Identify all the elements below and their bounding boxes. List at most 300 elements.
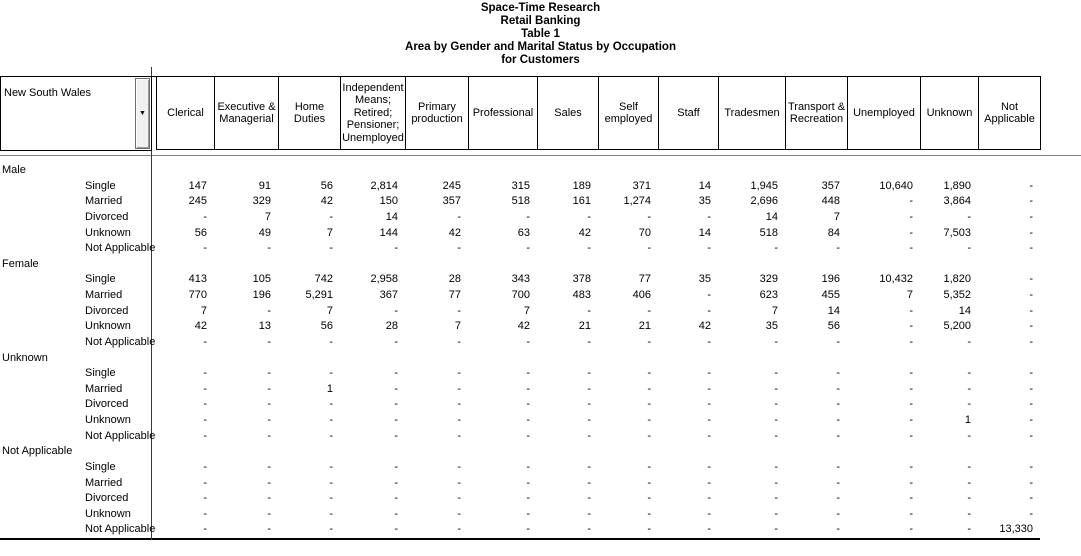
row-label: Not Applicable xyxy=(85,523,156,536)
data-cell: - xyxy=(836,382,840,395)
group-label-row xyxy=(0,444,1081,460)
title-line-2: Retail Banking xyxy=(500,15,581,27)
data-cell: - xyxy=(909,476,913,489)
data-cell: - xyxy=(267,398,271,411)
row-label: Married xyxy=(85,476,123,489)
data-cell: - xyxy=(457,492,461,505)
data-cell: - xyxy=(526,242,530,255)
column-header: Home Duties xyxy=(278,76,341,150)
data-cell: - xyxy=(836,335,840,348)
data-cell: - xyxy=(909,429,913,442)
data-cell: - xyxy=(774,492,778,505)
data-cell: - xyxy=(774,460,778,473)
data-row xyxy=(0,366,1081,382)
data-cell: - xyxy=(329,367,333,380)
data-cell: - xyxy=(457,460,461,473)
data-cell: - xyxy=(267,460,271,473)
data-cell: - xyxy=(774,476,778,489)
data-cell: 42 xyxy=(578,226,591,239)
data-cell: - xyxy=(1029,226,1033,239)
data-cell: - xyxy=(774,335,778,348)
data-cell: - xyxy=(329,335,333,348)
data-cell: - xyxy=(967,507,971,520)
data-row xyxy=(0,241,1081,257)
data-cell: 770 xyxy=(188,289,207,301)
data-cell: - xyxy=(457,210,461,223)
data-cell: - xyxy=(457,242,461,255)
data-cell: - xyxy=(587,414,591,426)
data-cell: - xyxy=(267,367,271,380)
data-cell: - xyxy=(1029,367,1033,380)
data-cell: 196 xyxy=(821,273,840,286)
data-cell: - xyxy=(909,320,913,333)
data-cell: - xyxy=(329,460,333,473)
data-cell: 367 xyxy=(379,289,398,301)
data-cell: - xyxy=(1029,195,1033,208)
data-cell: 35 xyxy=(698,195,711,208)
data-cell: - xyxy=(774,398,778,411)
data-cell: - xyxy=(329,507,333,520)
data-cell: - xyxy=(329,492,333,505)
area-dropdown-button[interactable] xyxy=(135,78,150,149)
data-cell: 378 xyxy=(572,273,591,286)
data-cell: - xyxy=(836,476,840,489)
column-header: Clerical xyxy=(156,76,215,150)
data-cell: - xyxy=(526,460,530,473)
data-cell: 3,864 xyxy=(943,195,971,208)
data-cell: 329 xyxy=(252,195,271,208)
column-header: Independent Means; Retired; Pensioner; Unemployed xyxy=(340,76,406,150)
data-row xyxy=(0,319,1081,335)
data-cell: 77 xyxy=(638,273,651,286)
data-cell: 7 xyxy=(771,304,778,317)
data-cell: - xyxy=(707,335,711,348)
data-row xyxy=(0,179,1081,195)
data-cell: - xyxy=(203,398,207,411)
data-cell: - xyxy=(707,210,711,223)
column-header: Staff xyxy=(658,76,719,150)
data-cell: 21 xyxy=(638,320,651,333)
data-cell: - xyxy=(909,367,913,380)
data-cell: - xyxy=(1029,507,1033,520)
data-cell: 35 xyxy=(698,273,711,286)
data-cell: - xyxy=(526,476,530,489)
data-cell: - xyxy=(394,476,398,489)
data-cell: - xyxy=(587,476,591,489)
data-cell: 14 xyxy=(827,304,840,317)
data-cell: - xyxy=(774,523,778,536)
data-cell: - xyxy=(836,367,840,380)
data-cell: - xyxy=(707,429,711,442)
data-cell: 56 xyxy=(827,320,840,333)
data-cell: 7,503 xyxy=(943,226,971,239)
data-cell: - xyxy=(836,507,840,520)
data-cell: - xyxy=(836,492,840,505)
data-cell: - xyxy=(394,414,398,426)
data-cell: 7 xyxy=(454,320,461,333)
data-cell: - xyxy=(774,382,778,395)
title-line-5: for Customers xyxy=(501,54,580,66)
row-label: Divorced xyxy=(85,210,129,223)
data-cell: 70 xyxy=(638,226,651,239)
column-header: Unemployed xyxy=(847,76,921,150)
column-header: Not Applicable xyxy=(978,76,1041,150)
data-cell: - xyxy=(967,367,971,380)
data-cell: - xyxy=(909,507,913,520)
data-cell: - xyxy=(909,226,913,239)
data-cell: - xyxy=(587,304,591,317)
data-cell: - xyxy=(774,242,778,255)
data-cell: - xyxy=(1029,398,1033,411)
data-cell: - xyxy=(774,429,778,442)
data-cell: - xyxy=(707,523,711,536)
data-cell: - xyxy=(587,210,591,223)
data-cell: - xyxy=(587,367,591,380)
column-header: Sales xyxy=(537,76,599,150)
data-cell: 189 xyxy=(572,179,591,192)
data-cell: - xyxy=(967,210,971,223)
data-cell: - xyxy=(267,382,271,395)
data-cell: - xyxy=(647,304,651,317)
data-cell: - xyxy=(647,367,651,380)
data-cell: - xyxy=(1029,382,1033,395)
data-cell: - xyxy=(203,242,207,255)
data-cell: 7 xyxy=(906,289,913,301)
row-label: Female xyxy=(2,257,39,270)
data-cell: 91 xyxy=(258,179,271,192)
data-cell: - xyxy=(203,382,207,395)
data-cell: 161 xyxy=(572,195,591,208)
data-cell: 7 xyxy=(523,304,530,317)
row-label: Married xyxy=(85,289,123,301)
data-row xyxy=(0,226,1081,242)
data-cell: - xyxy=(647,414,651,426)
column-header: Tradesmen xyxy=(718,76,786,150)
data-cell: - xyxy=(457,367,461,380)
data-cell: - xyxy=(707,414,711,426)
data-cell: - xyxy=(707,492,711,505)
data-cell: - xyxy=(457,335,461,348)
title-line-3: Table 1 xyxy=(521,28,560,40)
data-cell: - xyxy=(267,242,271,255)
data-cell: 105 xyxy=(252,273,271,286)
data-cell: 315 xyxy=(511,179,530,192)
row-label: Unknown xyxy=(85,414,131,426)
data-cell: - xyxy=(909,523,913,536)
data-cell: - xyxy=(909,414,913,426)
data-cell: - xyxy=(647,335,651,348)
data-cell: 742 xyxy=(314,273,333,286)
data-cell: - xyxy=(329,429,333,442)
data-row xyxy=(0,397,1081,413)
data-cell: 13 xyxy=(258,320,271,333)
data-cell: - xyxy=(267,492,271,505)
data-row xyxy=(0,476,1081,492)
data-cell: 7 xyxy=(326,304,333,317)
data-cell: - xyxy=(203,367,207,380)
data-cell: - xyxy=(707,367,711,380)
data-cell: - xyxy=(587,335,591,348)
data-cell: - xyxy=(394,242,398,255)
data-cell: 14 xyxy=(958,304,971,317)
data-cell: - xyxy=(909,492,913,505)
data-cell: - xyxy=(707,289,711,301)
data-cell: - xyxy=(836,398,840,411)
data-cell: - xyxy=(647,507,651,520)
data-cell: - xyxy=(394,460,398,473)
data-cell: - xyxy=(707,507,711,520)
data-row xyxy=(0,491,1081,507)
chevron-down-icon: ▼ xyxy=(139,110,146,117)
data-cell: 7 xyxy=(264,210,271,223)
data-cell: - xyxy=(967,398,971,411)
data-cell: - xyxy=(457,476,461,489)
data-cell: - xyxy=(329,210,333,223)
data-cell: - xyxy=(967,523,971,536)
data-cell: 28 xyxy=(448,273,461,286)
row-label: Single xyxy=(85,273,116,286)
data-cell: - xyxy=(587,429,591,442)
data-cell: - xyxy=(1029,335,1033,348)
data-cell: 35 xyxy=(765,320,778,333)
data-cell: - xyxy=(967,476,971,489)
data-row xyxy=(0,413,1081,429)
row-label: Divorced xyxy=(85,304,129,317)
row-label: Divorced xyxy=(85,398,129,411)
data-cell: - xyxy=(774,414,778,426)
data-cell: 518 xyxy=(759,226,778,239)
data-cell: 42 xyxy=(320,195,333,208)
data-cell: - xyxy=(526,367,530,380)
data-cell: - xyxy=(647,460,651,473)
data-cell: - xyxy=(774,507,778,520)
data-cell: - xyxy=(394,335,398,348)
column-header: Transport & Recreation xyxy=(785,76,848,150)
area-selector-value: New South Wales xyxy=(4,87,92,99)
report-title-block xyxy=(0,2,1081,67)
data-cell: 49 xyxy=(258,226,271,239)
data-cell: 56 xyxy=(194,226,207,239)
column-header: Self employed xyxy=(598,76,659,150)
data-cell: - xyxy=(203,507,207,520)
data-cell: - xyxy=(526,398,530,411)
data-cell: - xyxy=(1029,273,1033,286)
data-cell: - xyxy=(457,382,461,395)
data-cell: 371 xyxy=(632,179,651,192)
row-label: Married xyxy=(85,382,123,395)
data-cell: - xyxy=(267,414,271,426)
row-label: Single xyxy=(85,179,116,192)
data-cell: - xyxy=(836,414,840,426)
data-cell: - xyxy=(836,242,840,255)
data-cell: 14 xyxy=(698,179,711,192)
data-cell: - xyxy=(967,492,971,505)
data-cell: - xyxy=(909,242,913,255)
data-cell: - xyxy=(267,507,271,520)
data-cell: - xyxy=(909,382,913,395)
data-cell: 147 xyxy=(188,179,207,192)
data-cell: - xyxy=(909,335,913,348)
data-cell: 84 xyxy=(827,226,840,239)
data-cell: - xyxy=(394,507,398,520)
data-cell: - xyxy=(267,304,271,317)
data-cell: - xyxy=(526,382,530,395)
data-cell: - xyxy=(526,507,530,520)
data-cell: 7 xyxy=(200,304,207,317)
data-row xyxy=(0,304,1081,320)
data-cell: - xyxy=(707,382,711,395)
data-row xyxy=(0,522,1081,538)
data-cell: 2,696 xyxy=(750,195,778,208)
column-header: Primary production xyxy=(405,76,469,150)
row-label: Unknown xyxy=(85,507,131,520)
table-body xyxy=(0,163,1081,538)
data-cell: - xyxy=(394,382,398,395)
data-cell: - xyxy=(526,523,530,536)
data-cell: 56 xyxy=(320,320,333,333)
data-cell: - xyxy=(394,492,398,505)
data-cell: - xyxy=(203,335,207,348)
data-cell: - xyxy=(647,476,651,489)
data-cell: - xyxy=(526,414,530,426)
data-cell: 357 xyxy=(442,195,461,208)
data-cell: 10,432 xyxy=(879,273,913,286)
data-cell: - xyxy=(587,492,591,505)
data-cell: - xyxy=(203,492,207,505)
row-label: Single xyxy=(85,460,116,473)
column-header: Professional xyxy=(468,76,538,150)
data-cell: 21 xyxy=(578,320,591,333)
data-cell: - xyxy=(457,507,461,520)
data-cell: 406 xyxy=(632,289,651,301)
data-cell: - xyxy=(707,460,711,473)
data-cell: - xyxy=(203,429,207,442)
title-line-1: Space-Time Research xyxy=(480,2,601,14)
row-label: Not Applicable xyxy=(85,429,156,442)
header-bottom-rule xyxy=(0,155,1081,156)
data-cell: 518 xyxy=(511,195,530,208)
data-cell: - xyxy=(329,523,333,536)
row-label: Unknown xyxy=(85,320,131,333)
data-cell: - xyxy=(774,367,778,380)
data-cell: - xyxy=(1029,242,1033,255)
data-cell: 42 xyxy=(194,320,207,333)
row-label: Not Applicable xyxy=(85,335,156,348)
data-row xyxy=(0,335,1081,351)
data-cell: - xyxy=(647,523,651,536)
area-selector[interactable] xyxy=(0,76,152,151)
column-header: Executive & Managerial xyxy=(214,76,279,150)
data-cell: - xyxy=(203,460,207,473)
data-cell: - xyxy=(836,523,840,536)
data-cell: - xyxy=(1029,414,1033,426)
data-cell: 483 xyxy=(572,289,591,301)
data-cell: - xyxy=(1029,492,1033,505)
data-cell: - xyxy=(587,382,591,395)
data-cell: - xyxy=(526,335,530,348)
data-row xyxy=(0,460,1081,476)
data-cell: 63 xyxy=(517,226,530,239)
data-cell: 56 xyxy=(320,179,333,192)
data-cell: - xyxy=(707,398,711,411)
data-cell: 700 xyxy=(511,289,530,301)
data-cell: - xyxy=(587,398,591,411)
data-row xyxy=(0,272,1081,288)
data-cell: 2,958 xyxy=(370,273,398,286)
data-cell: - xyxy=(909,210,913,223)
data-row xyxy=(0,382,1081,398)
data-cell: - xyxy=(457,414,461,426)
data-cell: 623 xyxy=(759,289,778,301)
data-cell: 448 xyxy=(821,195,840,208)
data-cell: - xyxy=(457,304,461,317)
data-cell: - xyxy=(909,460,913,473)
column-header: Unknown xyxy=(920,76,979,150)
data-cell: 14 xyxy=(765,210,778,223)
group-label-row xyxy=(0,257,1081,273)
data-row xyxy=(0,507,1081,523)
row-label: Male xyxy=(2,164,26,176)
data-cell: - xyxy=(836,460,840,473)
data-cell: - xyxy=(203,210,207,223)
data-cell: - xyxy=(329,398,333,411)
data-cell: - xyxy=(707,242,711,255)
data-cell: 10,640 xyxy=(879,179,913,192)
row-label: Single xyxy=(85,367,116,380)
data-row xyxy=(0,210,1081,226)
data-cell: 14 xyxy=(698,226,711,239)
data-cell: - xyxy=(394,429,398,442)
data-cell: 5,200 xyxy=(943,320,971,333)
row-label: Not Applicable xyxy=(2,445,73,458)
data-cell: - xyxy=(203,523,207,536)
data-cell: - xyxy=(587,523,591,536)
data-cell: - xyxy=(647,382,651,395)
data-cell: - xyxy=(647,210,651,223)
group-label-row xyxy=(0,163,1081,179)
data-cell: 5,352 xyxy=(943,289,971,301)
data-cell: - xyxy=(329,242,333,255)
data-cell: - xyxy=(647,429,651,442)
data-cell: - xyxy=(967,335,971,348)
row-label: Divorced xyxy=(85,492,129,505)
data-cell: - xyxy=(267,523,271,536)
data-cell: - xyxy=(1029,210,1033,223)
data-cell: 13,330 xyxy=(999,523,1033,536)
data-cell: - xyxy=(1029,320,1033,333)
data-cell: - xyxy=(457,523,461,536)
data-cell: 150 xyxy=(379,195,398,208)
data-cell: - xyxy=(587,460,591,473)
title-line-4: Area by Gender and Marital Status by Occupation xyxy=(405,41,676,53)
data-cell: 245 xyxy=(188,195,207,208)
data-cell: 5,291 xyxy=(305,289,333,301)
data-cell: 144 xyxy=(379,226,398,239)
data-cell: 329 xyxy=(759,273,778,286)
group-label-row xyxy=(0,351,1081,367)
data-cell: - xyxy=(526,210,530,223)
data-cell: - xyxy=(394,523,398,536)
data-cell: - xyxy=(267,476,271,489)
data-cell: 455 xyxy=(821,289,840,301)
table-bottom-rule xyxy=(0,538,1040,540)
data-cell: - xyxy=(394,398,398,411)
data-cell: - xyxy=(587,242,591,255)
data-cell: - xyxy=(707,304,711,317)
data-cell: - xyxy=(909,195,913,208)
row-label: Unknown xyxy=(85,226,131,239)
data-cell: - xyxy=(909,398,913,411)
